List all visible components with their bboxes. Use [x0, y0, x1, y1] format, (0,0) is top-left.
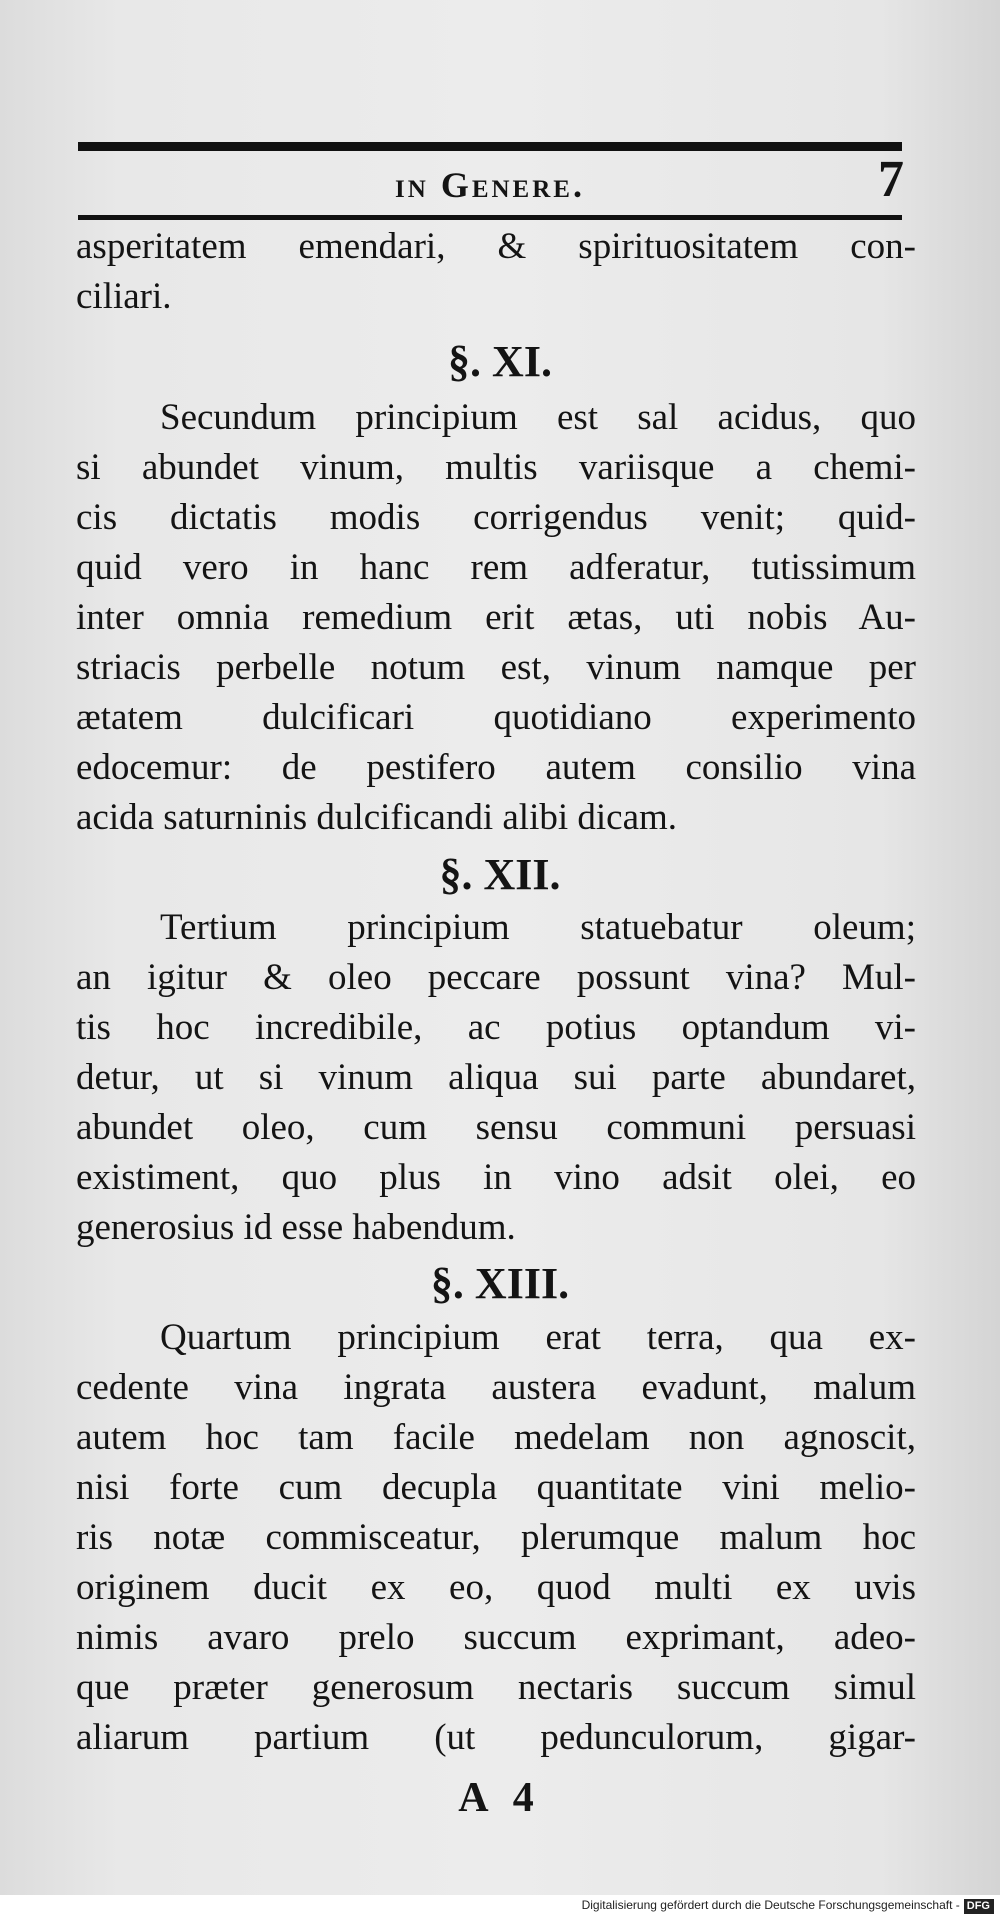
text-line: ætatem dulcificari quotidiano experimento: [76, 697, 916, 738]
text-line: nisi forte cum decupla quantitate vini melio-: [76, 1467, 916, 1508]
text-line: striacis perbelle notum est, vinum namque per: [76, 647, 916, 688]
page-number: 7: [878, 151, 904, 208]
text-line: nimis avaro prelo succum exprimant, adeo-: [76, 1617, 916, 1658]
running-head: in Genere.: [395, 165, 585, 205]
text-line: quid vero in hanc rem adferatur, tutissimum: [76, 547, 916, 588]
text-line: aliarum partium (ut pedunculorum, gigar-: [76, 1717, 916, 1758]
text-line: ris notæ commisceatur, plerumque malum hoc: [76, 1517, 916, 1558]
text-line: asperitatem emendari, & spirituositatem con-: [76, 226, 916, 267]
text-line: originem ducit ex eo, quod multi ex uvis: [76, 1567, 916, 1608]
text-line: que præter generosum nectaris succum simul: [76, 1667, 916, 1708]
text-line: generosius id esse habendum.: [76, 1207, 516, 1248]
text-line: cis dictatis modis corrigendus venit; quid-: [76, 497, 916, 538]
dfg-logo: DFG: [964, 1899, 994, 1914]
text-line: detur, ut si vinum aliqua sui parte abundaret,: [76, 1057, 916, 1098]
text-line: Tertium principium statuebatur oleum;: [160, 907, 916, 948]
text-line: autem hoc tam facile medelam non agnoscit,: [76, 1417, 916, 1458]
digitization-footer: [0, 1895, 1000, 1915]
text-line: edocemur: de pestifero autem consilio vina: [76, 747, 916, 788]
header-rule-top: [78, 142, 902, 151]
signature-mark: A 4: [458, 1775, 542, 1821]
text-line: Quartum principium erat terra, qua ex-: [160, 1317, 916, 1358]
text-line: acida saturninis dulcificandi alibi dicam.: [76, 797, 678, 838]
text-line: ciliari.: [76, 276, 172, 317]
section-heading-xiii: §. XIII.: [430, 1259, 570, 1308]
text-line: an igitur & oleo peccare possunt vina? Mul-: [76, 957, 916, 998]
text-line: si abundet vinum, multis variisque a chemi-: [76, 447, 916, 488]
text-line: abundet oleo, cum sensu communi persuasi: [76, 1107, 916, 1148]
text-line: inter omnia remedium erit ætas, uti nobis Au-: [76, 597, 916, 638]
text-line: tis hoc incredibile, ac potius optandum vi-: [76, 1007, 916, 1048]
footer-credit: Digitalisierung gefördert durch die Deutsche Forschungsgemeinschaft -: [581, 1898, 960, 1912]
section-heading-xii: §. XII.: [439, 850, 561, 899]
section-heading-xi: §. XI.: [448, 337, 552, 386]
text-line: cedente vina ingrata austera evadunt, malum: [76, 1367, 916, 1408]
text-line: existiment, quo plus in vino adsit olei, eo: [76, 1157, 916, 1198]
text-line: Secundum principium est sal acidus, quo: [160, 397, 916, 438]
header-rule-bottom: [78, 215, 902, 220]
